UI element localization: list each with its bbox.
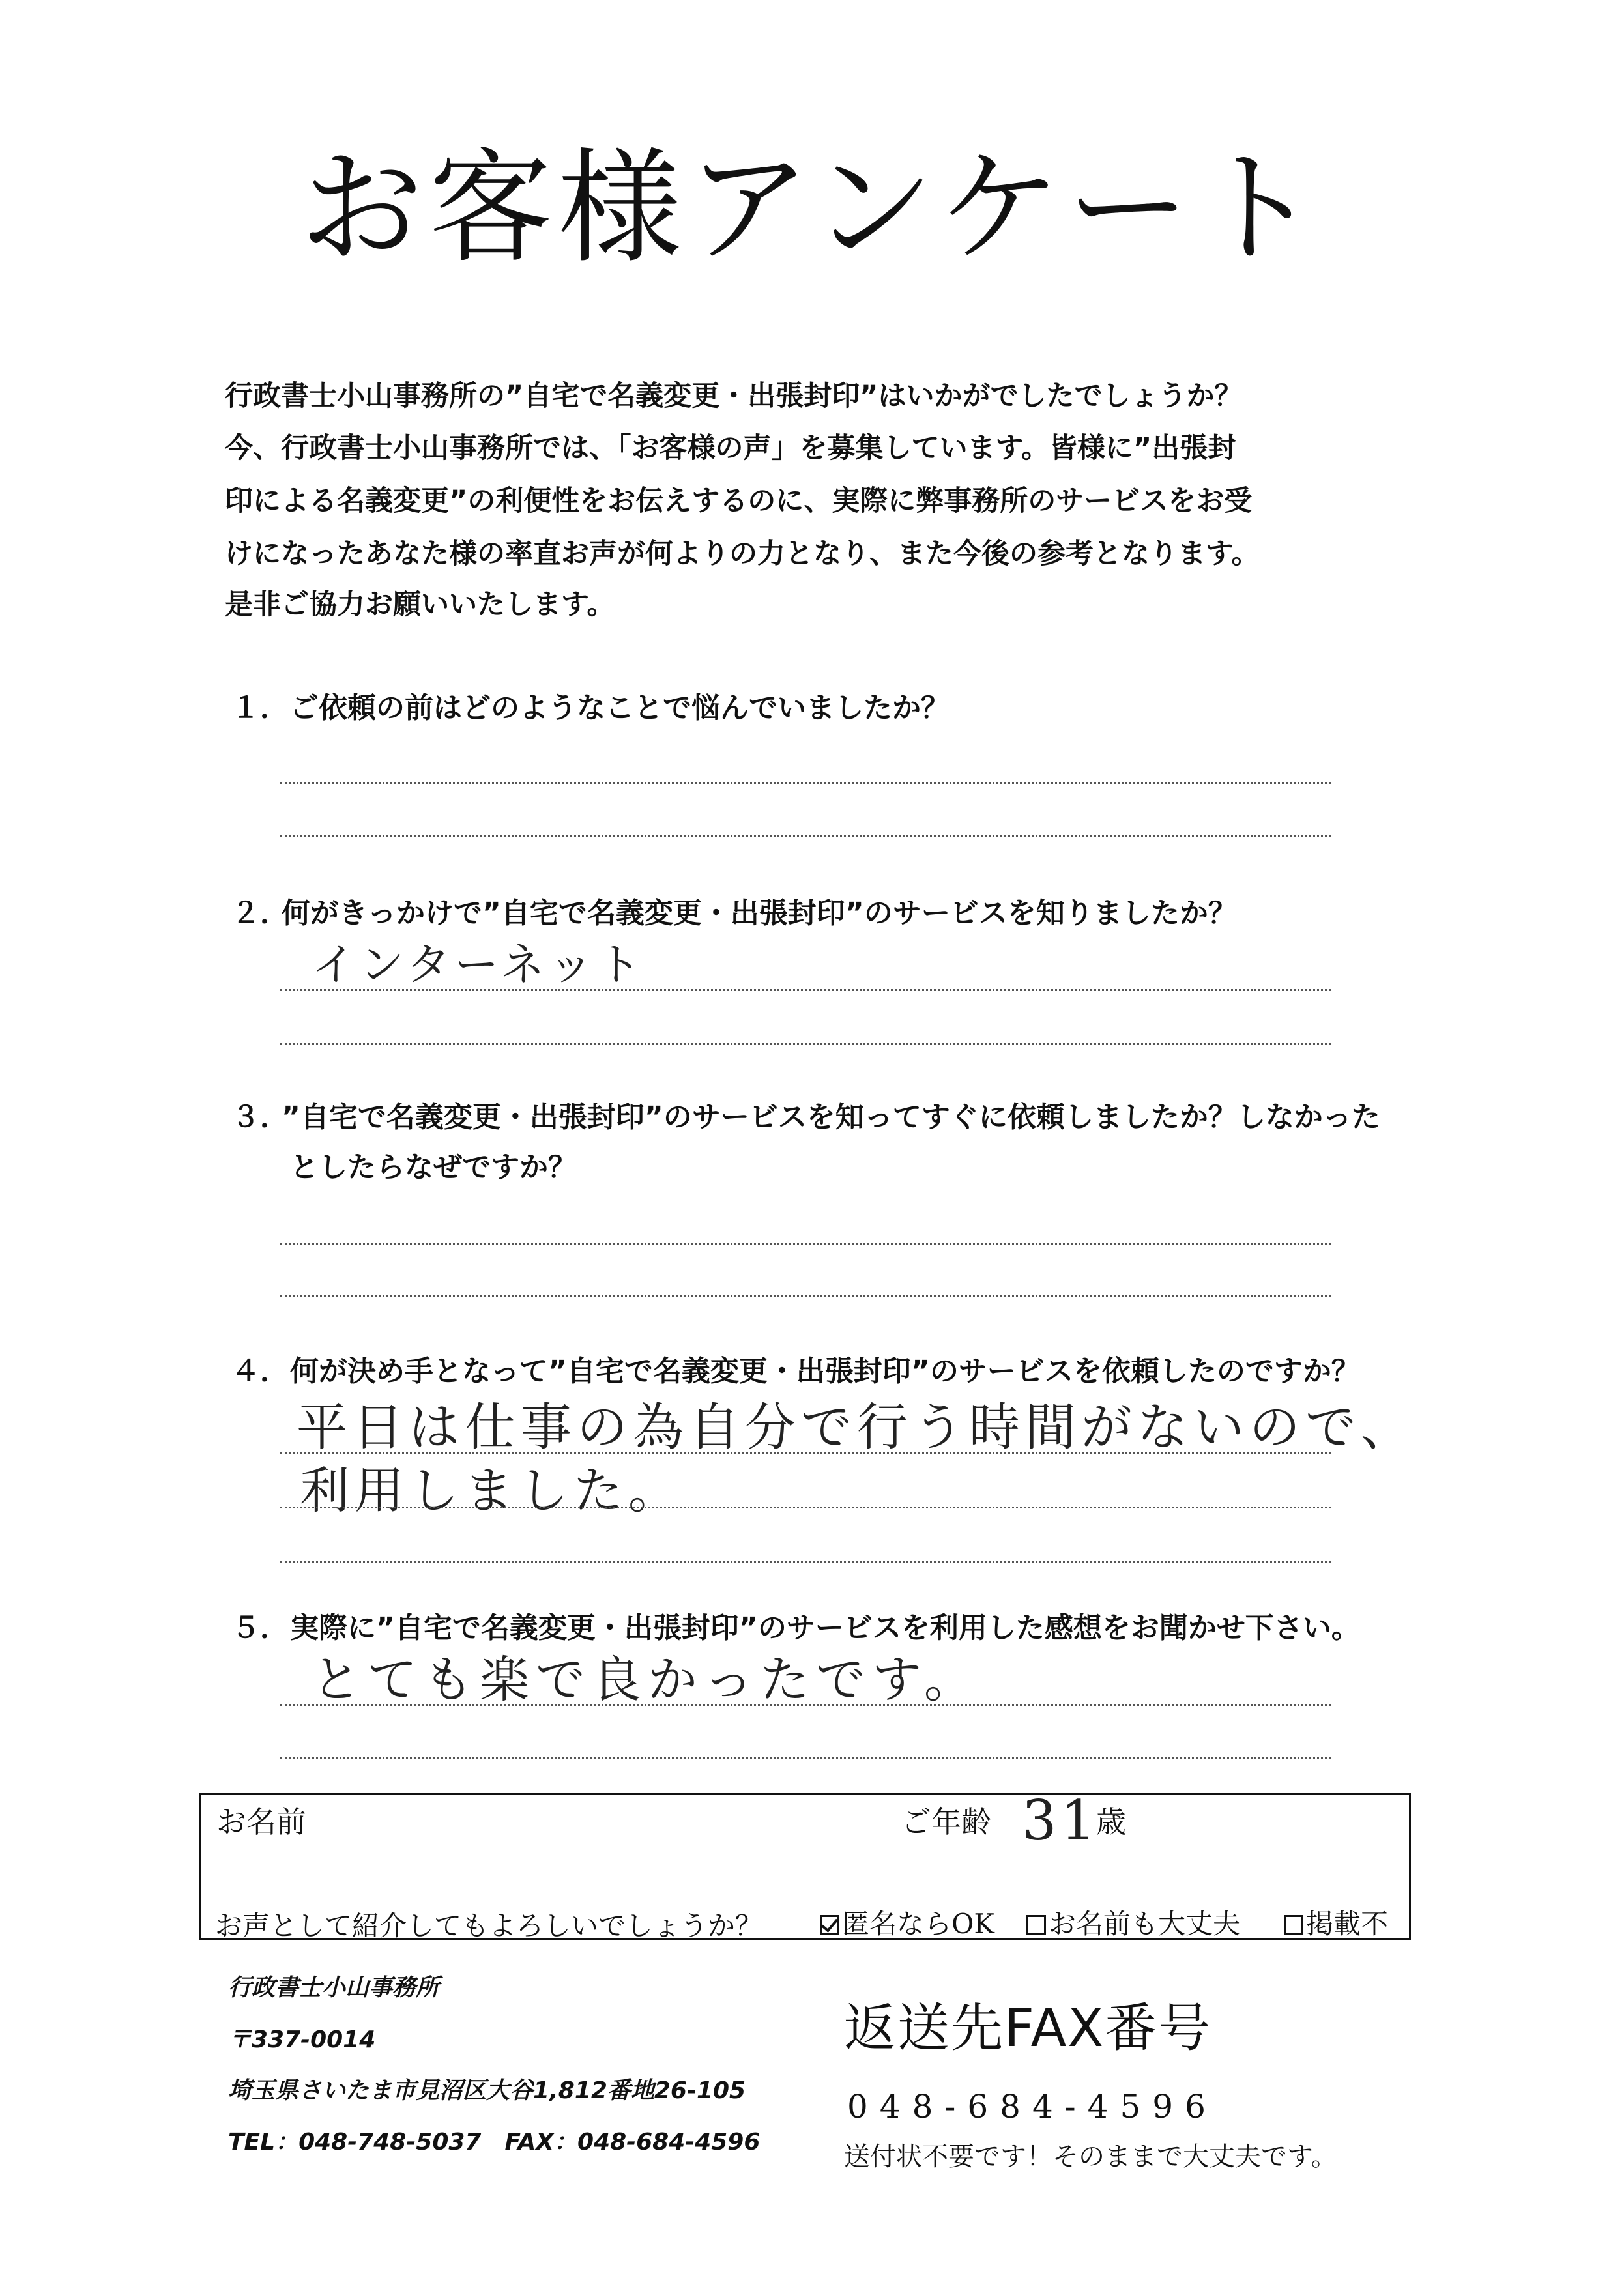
age-unit: 歳 [1096,1804,1126,1839]
answer-line [280,835,1331,837]
answer-line [280,1757,1331,1759]
office-phone: TEL：048-748-5037 FAX：048-684-4596 [228,2129,761,2155]
intro-line: 印による名義変更”の利便性をお伝えするのに、実際に弊事務所のサービスをお受 [225,485,1253,517]
question-5-number: ５． [231,1611,289,1645]
answer-line [280,782,1331,784]
question-5-text: 実際に”自宅で名義変更・出張封印”のサービスを利用した感想をお聞かせ下さい。 [290,1611,1360,1645]
answer-line [280,989,1331,991]
question-1-number: １． [231,691,289,725]
question-4-answer: 平日は仕事の為自分で行う時間がないので、 [297,1398,1417,1457]
option-label: 掲載不 [1306,1908,1389,1940]
question-2-answer: インターネット [312,940,645,991]
answer-line [280,1295,1331,1297]
checkbox-icon[interactable] [1284,1915,1303,1935]
intro-line: 是非ご協力お願いいたします。 [225,588,615,621]
answer-line [280,1043,1331,1045]
checkbox-checked-icon[interactable] [820,1915,839,1935]
name-label: お名前 [216,1804,306,1839]
answer-line [280,1561,1331,1563]
intro-line: 行政書士小山事務所の”自宅で名義変更・出張封印”はいかがでしたでしょうか？ [225,380,1243,412]
option-label: 匿名ならOK [842,1908,994,1940]
question-2-text: 何がきっかけで”自宅で名義変更・出張封印”のサービスを知りましたか？ [282,897,1237,930]
question-1-text: ご依頼の前はどのようなことで悩んでいましたか？ [290,691,950,725]
option-anonymous[interactable] [820,1910,994,1938]
office-address: 埼玉県さいたま市見沼区大谷1,812番地26-105 [228,2077,746,2104]
page-title: お客様アンケート [299,136,1325,280]
option-no-publish[interactable] [1284,1910,1388,1938]
question-5-answer: とても楽で良かったです。 [312,1651,980,1708]
fax-note: 送付状不要です！そのままで大丈夫です。 [844,2142,1337,2172]
consent-question: お声として紹介してもよろしいでしょうか？ [215,1910,763,1942]
answer-line [280,1452,1331,1454]
fax-number: 048-684-4596 [847,2088,1217,2126]
question-4-number: ４． [231,1355,289,1388]
question-3-text-cont: としたらなぜですか？ [290,1151,577,1184]
office-postal: 〒337-0014 [228,2026,376,2053]
question-2-number: ２． [231,897,289,930]
age-value[interactable]: 31 [1022,1789,1099,1853]
answer-line [280,1243,1331,1245]
question-3-number: ３． [231,1101,289,1134]
age-label: ご年齢 [901,1804,991,1839]
option-label: お名前も大丈夫 [1049,1908,1241,1940]
question-4-answer: 利用しました。 [300,1462,683,1520]
answer-line [280,1704,1331,1706]
question-4-text: 何が決め手となって”自宅で名義変更・出張封印”のサービスを依頼したのですか？ [290,1355,1360,1388]
intro-line: けになったあなた様の率直お声が何よりの力となり、また今後の参考となります。 [225,538,1260,570]
office-name: 行政書士小山事務所 [228,1974,440,2001]
question-3-text: ”自宅で名義変更・出張封印”のサービスを知ってすぐに依頼しましたか？しなかった [282,1101,1380,1134]
option-name-ok[interactable] [1026,1910,1240,1938]
answer-line [280,1507,1331,1508]
checkbox-icon[interactable] [1026,1915,1046,1935]
intro-line: 今、行政書士小山事務所では、「お客様の声」を募集しています。皆様に”出張封 [225,432,1236,465]
fax-title: 返送先FAX番号 [844,1998,1212,2058]
